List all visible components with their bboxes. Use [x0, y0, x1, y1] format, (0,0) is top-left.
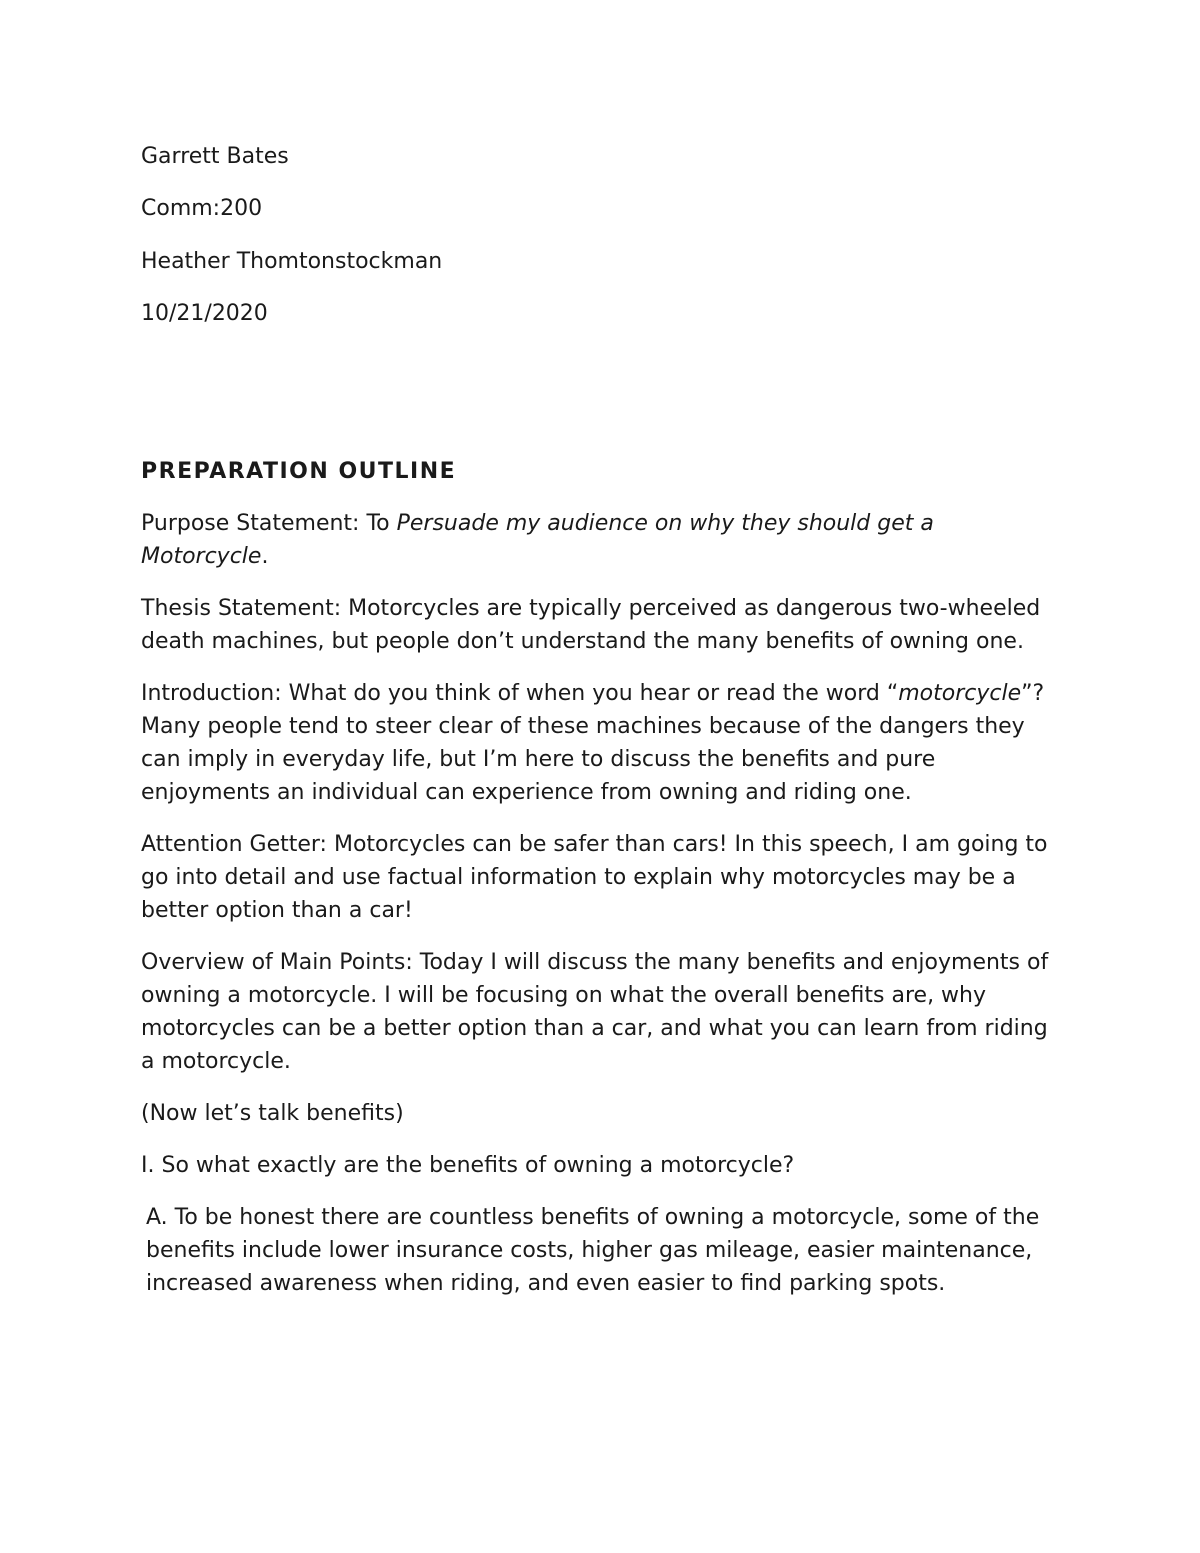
purpose-emphasis: Persuade my audience on why they should get a Motorcycle — [141, 511, 934, 569]
introduction-paragraph — [141, 677, 1066, 809]
outline-body — [141, 455, 1066, 1319]
transition-line: (Now let’s talk benefits) — [141, 1101, 404, 1126]
introduction-after: ”? Many people tend to steer clear of these machines because of the dangers they can imply in everyday life, but I’m here to discuss the benefits and pure enjoyments an individual can experience from owning and riding one. — [141, 681, 1045, 805]
purpose-label: Purpose Statement: To — [141, 511, 397, 536]
course-name: Comm:200 — [141, 196, 263, 221]
instructor-name: Heather Thomtonstockman — [141, 249, 443, 274]
document-date: 10/21/2020 — [141, 301, 268, 326]
main-point-one: I. So what exactly are the benefits of owning a motorcycle? — [141, 1153, 795, 1178]
overview-of-main-points: Overview of Main Points: Today I will discuss the many benefits and enjoyments of owning a motorcycle. I will be focusing on what the overall benefits are, why motorcycles can be a better option than a car, and what you can learn from riding a motorcycle. — [141, 950, 1049, 1074]
purpose-end: . — [261, 544, 269, 569]
author-name: Garrett Bates — [141, 144, 289, 169]
subpoint-one-a: A. To be honest there are countless benefits of owning a motorcycle, some of the benefits include lower insurance costs, higher gas mileage, easier maintenance, increased awareness when riding, and even easier to find parking spots. — [146, 1205, 1040, 1296]
purpose-statement — [141, 507, 1066, 573]
thesis-statement: Thesis Statement: Motorcycles are typically perceived as dangerous two-wheeled death machines, but people don’t understand the many benefits of owning one. — [141, 596, 1041, 654]
introduction-emphasis: motorcycle — [898, 681, 1022, 706]
outline-heading: PREPARATION OUTLINE — [141, 459, 457, 484]
introduction-before: Introduction: What do you think of when you hear or read the word “ — [141, 681, 899, 706]
attention-getter: Attention Getter: Motorcycles can be safer than cars! In this speech, I am going to go into detail and use factual information to explain why motorcycles may be a better option than a car! — [141, 832, 1048, 923]
